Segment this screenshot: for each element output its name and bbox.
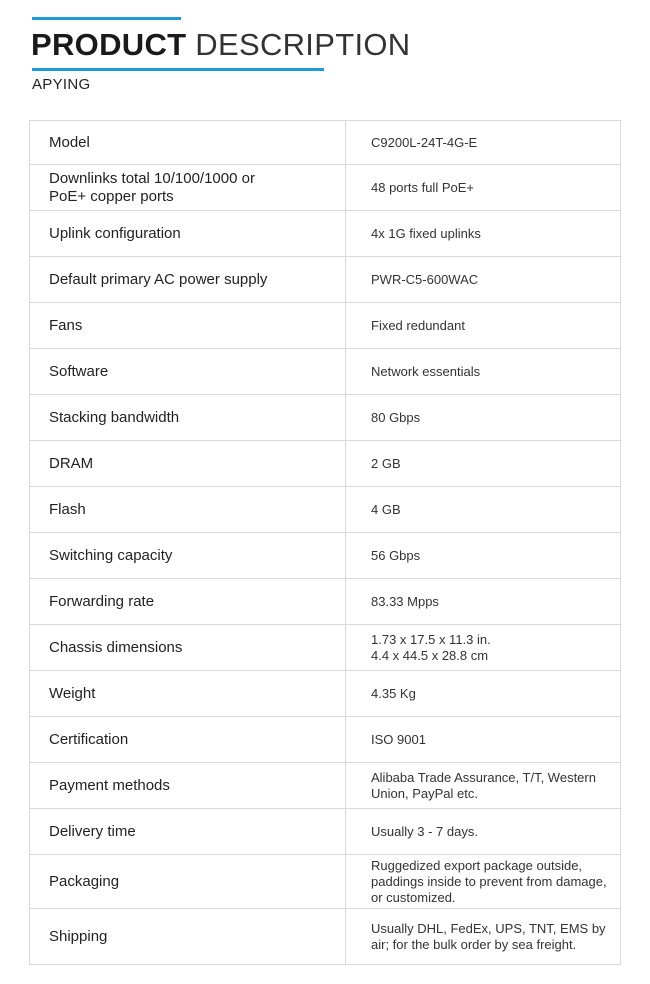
spec-value: Usually 3 - 7 days. [346, 809, 621, 855]
spec-row [30, 671, 621, 717]
spec-row [30, 395, 621, 441]
spec-value: Usually DHL, FedEx, UPS, TNT, EMS by air; for the bulk order by sea freight. [346, 909, 621, 965]
accent-line-top [32, 17, 181, 20]
spec-row [30, 533, 621, 579]
title-bold: PRODUCT [31, 27, 187, 62]
spec-value: PWR-C5-600WAC [346, 257, 621, 303]
spec-label: Default primary AC power supply [30, 257, 346, 303]
spec-label: Uplink configuration [30, 211, 346, 257]
spec-value: 4.35 Kg [346, 671, 621, 717]
spec-value: 83.33 Mpps [346, 579, 621, 625]
spec-row [30, 487, 621, 533]
spec-label: Model [30, 121, 346, 165]
spec-label: Packaging [30, 855, 346, 909]
spec-table [29, 120, 621, 965]
page-title [31, 26, 410, 64]
spec-label: Flash [30, 487, 346, 533]
spec-label: Delivery time [30, 809, 346, 855]
spec-value: Fixed redundant [346, 303, 621, 349]
spec-row [30, 211, 621, 257]
spec-value: 48 ports full PoE+ [346, 165, 621, 211]
spec-value: 80 Gbps [346, 395, 621, 441]
spec-row [30, 909, 621, 965]
spec-row [30, 809, 621, 855]
spec-row [30, 855, 621, 909]
spec-row [30, 349, 621, 395]
brand-name: APYING [32, 76, 91, 93]
spec-label: Switching capacity [30, 533, 346, 579]
spec-row [30, 625, 621, 671]
spec-label: Chassis dimensions [30, 625, 346, 671]
spec-value: 1.73 x 17.5 x 11.3 in. 4.4 x 44.5 x 28.8 cm [346, 625, 621, 671]
spec-row [30, 303, 621, 349]
spec-row [30, 165, 621, 211]
spec-label: Downlinks total 10/100/1000 or PoE+ copper ports [30, 165, 346, 211]
spec-label: Certification [30, 717, 346, 763]
accent-line-bottom [32, 68, 324, 71]
spec-label: Weight [30, 671, 346, 717]
spec-label: Stacking bandwidth [30, 395, 346, 441]
spec-label: Fans [30, 303, 346, 349]
spec-value: Alibaba Trade Assurance, T/T, Western Union, PayPal etc. [346, 763, 621, 809]
spec-value: C9200L-24T-4G-E [346, 121, 621, 165]
spec-value: 4 GB [346, 487, 621, 533]
spec-label: Shipping [30, 909, 346, 965]
spec-label: Payment methods [30, 763, 346, 809]
spec-row [30, 121, 621, 165]
spec-value: Network essentials [346, 349, 621, 395]
spec-value: 56 Gbps [346, 533, 621, 579]
title-light: DESCRIPTION [195, 27, 411, 62]
spec-label: Forwarding rate [30, 579, 346, 625]
spec-row [30, 441, 621, 487]
spec-value: 4x 1G fixed uplinks [346, 211, 621, 257]
spec-value: Ruggedized export package outside, paddings inside to prevent from damage, or customized. [346, 855, 621, 909]
spec-row [30, 579, 621, 625]
spec-row [30, 257, 621, 303]
spec-value: 2 GB [346, 441, 621, 487]
spec-value: ISO 9001 [346, 717, 621, 763]
spec-label: DRAM [30, 441, 346, 487]
spec-label: Software [30, 349, 346, 395]
spec-table-body [30, 121, 621, 965]
spec-row [30, 717, 621, 763]
spec-row [30, 763, 621, 809]
